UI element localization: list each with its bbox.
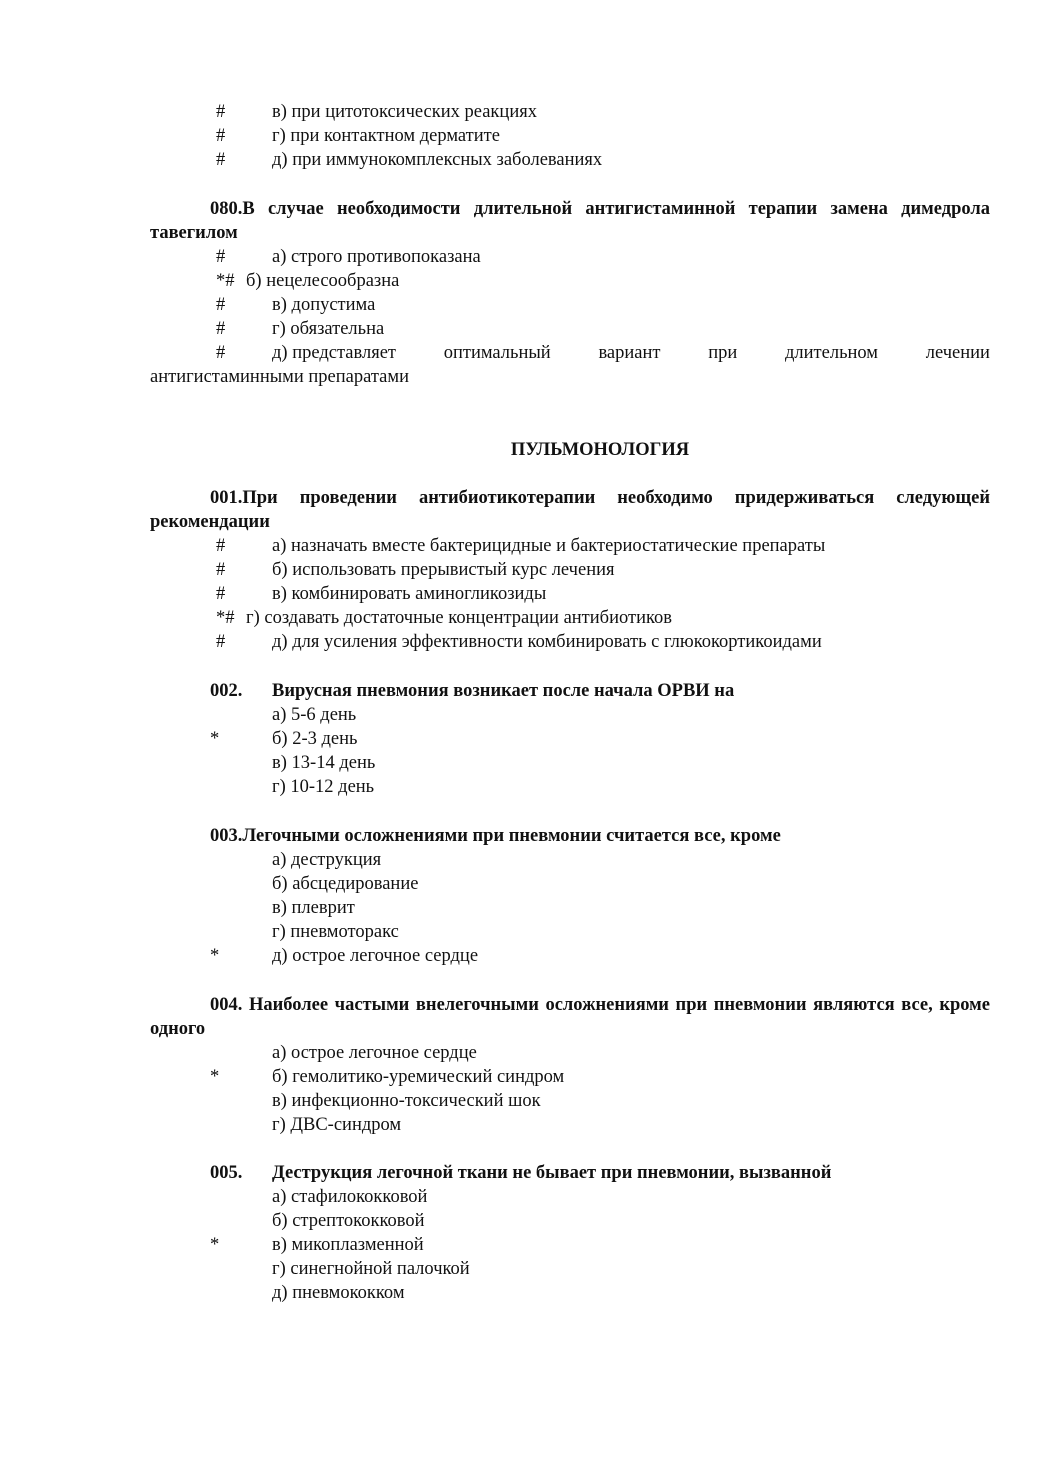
- option-label-text: б) абсцедирование: [272, 874, 419, 894]
- option-label-text: а) деструкция: [272, 850, 382, 870]
- option-marker: #: [216, 295, 226, 315]
- option-marker: #: [216, 560, 226, 580]
- question-005-row: [0, 1161, 1039, 1185]
- option-label-text: д) при иммунокомплексных заболеваниях: [272, 150, 603, 170]
- option-label-text: в) комбинировать аминогликозиды: [272, 584, 547, 604]
- question-002-number: 002.: [210, 681, 243, 701]
- option-label-text: а) острое легочное сердце: [272, 1043, 477, 1063]
- option-label-text: в) при цитотоксических реакциях: [272, 102, 537, 122]
- option-label-text: в) допустима: [272, 295, 376, 315]
- option-marker-correct: *: [210, 1235, 220, 1255]
- question-005-text: Деструкция легочной ткани не бывает при пневмонии, вызванной: [272, 1163, 832, 1183]
- option-label-text: а) строго противопоказана: [272, 247, 481, 267]
- question-005-number: 005.: [210, 1163, 243, 1183]
- option-label-text: г) создавать достаточные концентрации антибиотиков: [246, 608, 673, 628]
- option-label-text: г) пневмоторакс: [272, 922, 399, 942]
- option-word: оптимальный: [443, 343, 551, 363]
- option-label-text: д) для усиления эффективности комбинировать с глюкокортикоидами: [272, 632, 822, 652]
- option-marker: #: [216, 247, 226, 267]
- option-word: при: [708, 343, 738, 363]
- option-label-text: б) нецелесообразна: [246, 271, 400, 291]
- question-001-text: 001.При проведении антибиотикотерапии необходимо придерживаться следующей рекомендации: [150, 488, 990, 532]
- option-marker-correct: *: [210, 729, 220, 749]
- option-marker: #: [216, 584, 226, 604]
- option-label-text: б) 2-3 день: [272, 729, 358, 749]
- option-word: длительном: [785, 343, 879, 363]
- option-marker-correct: *#: [216, 271, 235, 291]
- section-title: ПУЛЬМОНОЛОГИЯ: [510, 440, 690, 460]
- option-marker: #: [216, 319, 226, 339]
- option-marker: #: [216, 536, 226, 556]
- option-label-word: д) представляет: [272, 343, 396, 363]
- option-label-text: в) плеврит: [272, 898, 355, 918]
- option-justified-text: [272, 341, 990, 365]
- option-label-text: д) пневмококком: [272, 1283, 405, 1303]
- option-label-text: а) стафилококковой: [272, 1187, 428, 1207]
- option-label-text: в) 13-14 день: [272, 753, 376, 773]
- option-marker-correct: *#: [216, 608, 235, 628]
- question-004-text: 004. Наиболее частыми внелегочными осложнениями при пневмонии являются все, кроме одного: [150, 995, 990, 1039]
- option-marker-correct: *: [210, 1067, 220, 1087]
- option-label-text: а) 5-6 день: [272, 705, 357, 725]
- option-word: лечении: [925, 343, 990, 363]
- option-label-text: б) использовать прерывистый курс лечения: [272, 560, 615, 580]
- option-label-text: б) гемолитико-уремический синдром: [272, 1067, 565, 1087]
- option-marker: #: [216, 150, 226, 170]
- option-label-text: а) назначать вместе бактерицидные и бактериостатические препараты: [272, 536, 826, 556]
- option-label-text: г) ДВС-синдром: [272, 1115, 402, 1135]
- option-marker: #: [216, 343, 226, 363]
- option-label-text: г) синегнойной палочкой: [272, 1259, 470, 1279]
- option-label-text: в) инфекционно-токсический шок: [272, 1091, 541, 1111]
- option-word: вариант: [598, 343, 661, 363]
- question-002-text: Вирусная пневмония возникает после начала ОРВИ на: [272, 681, 735, 701]
- option-label-text: в) микоплазменной: [272, 1235, 424, 1255]
- option-marker: #: [216, 126, 226, 146]
- option-label-text: г) 10-12 день: [272, 777, 375, 797]
- option-marker: #: [216, 632, 226, 652]
- option-marker: #: [216, 102, 226, 122]
- question-002-row: [0, 679, 1039, 703]
- option-label-text: д) острое легочное сердце: [272, 946, 479, 966]
- option-continuation: антигистаминными препаратами: [150, 367, 409, 387]
- option-label-text: б) стрептококковой: [272, 1211, 425, 1231]
- question-003-text: 003.Легочными осложнениями при пневмонии считается все, кроме: [210, 826, 781, 846]
- question-080-text: 080.В случае необходимости длительной антигистаминной терапии замена димедрола тавегилом: [150, 199, 990, 243]
- option-marker-correct: *: [210, 946, 220, 966]
- option-label-text: г) обязательна: [272, 319, 385, 339]
- option-label-text: г) при контактном дерматите: [272, 126, 500, 146]
